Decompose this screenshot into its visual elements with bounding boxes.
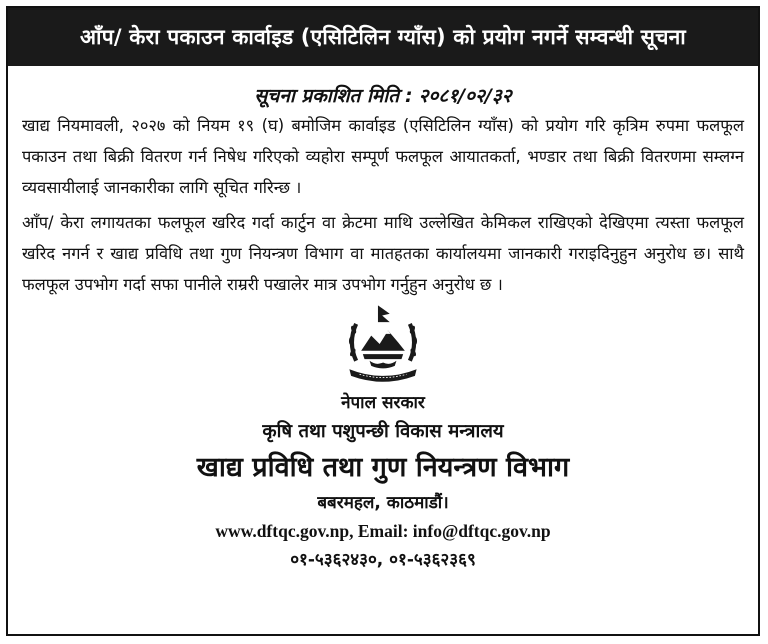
emblem-container [8, 302, 758, 386]
ministry-name: कृषि तथा पशुपन्छी विकास मन्त्रालय [262, 421, 504, 442]
phone-numbers: ०१-५३६२४३०, ०१-५३६२३६९ [290, 550, 476, 570]
website-link[interactable]: www.dftqc.gov.np, [215, 521, 354, 541]
email-link[interactable]: info@dftqc.gov.np [412, 521, 551, 541]
notice-title-bar [8, 8, 758, 66]
contact-line [8, 521, 758, 542]
publication-date-line: सूचना प्रकाशित मिति : २०८१/०२/३२ [254, 85, 512, 107]
government-name: नेपाल सरकार [341, 393, 425, 413]
nepal-government-emblem-icon [341, 302, 425, 386]
publication-date-label: सूचना प्रकाशित मिति [254, 85, 400, 107]
department-address: बबरमहल, काठमाडौं। [317, 493, 449, 513]
notice-paragraph-2: आँप/ केरा लगायतका फलफूल खरिद गर्दा कार्टुन वा क्रेटमा माथि उल्लेखित केमिकल राखिएको देखिएमा त्यस्ता फलफूल खरिद नगर्न र खाद्य प्रविधि तथा गुण नियन्त्रण विभाग वा मातहतका कार्यालयमा जानकारी गराइदिनुहुन अनुरोध छ। साथै फलफूल उपभोग गर्दा सफा पानीले राम्ररी पखालेर मात्र उपभोग गर्नुहुन अनुरोध छ । [22, 213, 744, 294]
publication-date-value: २०८१/०२/३२ [418, 85, 512, 107]
notice-panel [6, 6, 760, 636]
notice-paragraph-1: खाद्य नियमावली, २०२७ को नियम १९ (घ) बमोजिम कार्वाइड (एसिटिलिन ग्याँस) को प्रयोग गरि कृत्रिम रुपमा फलफूल पकाउन तथा बिक्री वितरण गर्न निषेध गरिएको व्यहोरा सम्पूर्ण फलफूल आयातकर्ता, भण्डार तथा बिक्री वितरणमा सम्लग्न व्यवसायीलाई जानकारीका लागि सूचित गरिन्छ । [22, 116, 744, 197]
issuer-block [8, 390, 758, 570]
email-label: Email: [357, 521, 409, 541]
notice-title: आँप/ केरा पकाउन कार्वाइड (एसिटिलिन ग्याँस) को प्रयोग नगर्ने सम्वन्धी सूचना [80, 25, 686, 49]
department-name: खाद्य प्रविधि तथा गुण नियन्त्रण विभाग [196, 452, 570, 483]
